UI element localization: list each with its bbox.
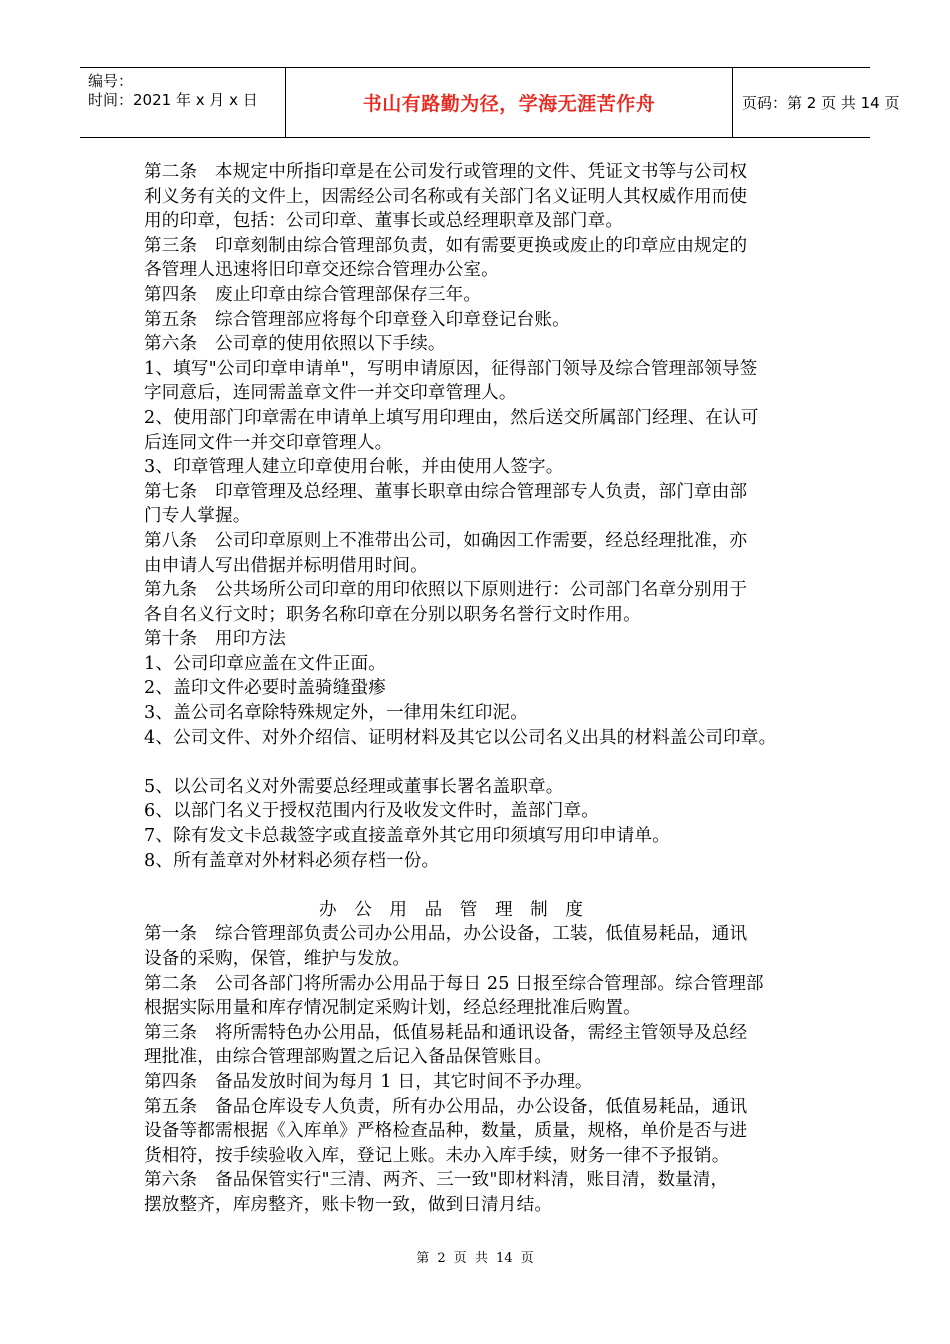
office-supplies-clauses [144,922,824,1217]
text-line: 第十条 用印方法 [144,629,286,650]
text-line: 第二条 公司各部门将所需办公用品于每日 25 日报至综合管理部。综合管理部 [144,973,764,994]
text-line: 理批准，由综合管理部购置之后记入备品保管账目。 [144,1047,553,1068]
text-line: 第八条 公司印章原则上不准带出公司，如确因工作需要，经总经理批准，亦 [144,530,748,551]
text-line: 各自名义行文时；职务名称印章在分别以职务名誉行文时作用。 [144,604,641,625]
header-page-number: 页码：第 2 页 共 14 页 [742,94,900,112]
text-line: 4、公司文件、对外介绍信、证明材料及其它以公司名义出具的材料盖公司印章。 [144,727,777,748]
text-line: 利义务有关的文件上，因需经公司名称或有关部门名义证明人其权威作用而使 [144,186,748,207]
text-line: 门专人掌握。 [144,506,251,527]
seal-usage-methods-continued [144,775,824,873]
text-line: 第七条 印章管理及总经理、董事长职章由综合管理部专人负责，部门章由部 [144,481,748,502]
text-line: 用的印章，包括：公司印章、董事长或总经理职章及部门章。 [144,211,624,232]
header-motto-cell [285,68,733,137]
text-line: 1、公司印章应盖在文件正面。 [144,653,387,674]
text-line: 摆放整齐，库房整齐，账卡物一致，做到日清月结。 [144,1194,553,1215]
text-line: 第二条 本规定中所指印章是在公司发行或管理的文件、凭证文书等与公司权 [144,162,748,182]
text-line: 货相符，按手续验收入库，登记上账。未办入库手续，财务一律不予报销。 [144,1145,730,1166]
text-line: 根据实际用量和库存情况制定采购计划，经总经理批准后购置。 [144,998,641,1019]
text-line: 第五条 备品仓库设专人负责，所有办公用品，办公设备，低值易耗品，通讯 [144,1096,748,1117]
text-line: 1、填写"公司印章申请单"，写明申请原因，征得部门领导及综合管理部领导签 [144,358,758,379]
text-line: 第三条 将所需特色办公用品，低值易耗品和通讯设备，需经主管领导及总经 [144,1022,748,1043]
text-line: 2、使用部门印章需在申请单上填写用印理由，然后送交所属部门经理、在认可 [144,407,759,428]
text-line: 2、盖印文件必要时盖骑缝蛩瘆 [144,678,387,699]
text-line: 第一条 综合管理部负责公司办公用品，办公设备，工装，低值易耗品，通讯 [144,924,748,945]
document-date-label: 时间：2021 年 x 月 x 日 [88,91,258,109]
text-line: 各管理人迅速将旧印章交还综合管理办公室。 [144,260,499,281]
header-motto: 书山有路勤为径，学海无涯苦作舟 [362,93,656,115]
text-line: 3、印章管理人建立印章使用台帐，并由使用人签字。 [144,457,564,478]
text-line: 字同意后，连同需盖章文件一并交印章管理人。 [144,383,517,404]
document-number-label: 编号： [88,72,134,90]
header-meta [88,72,258,110]
seal-regulation-clauses [144,160,824,750]
text-line: 第九条 公共场所公司印章的用印依照以下原则进行：公司部门名章分别用于 [144,580,748,601]
text-line: 设备的采购，保管，维护与发放。 [144,949,411,969]
text-line: 第四条 废止印章由综合管理部保存三年。 [144,284,482,305]
page-header [80,67,900,138]
section-title: 办 公 用 品 管 理 制 度 [319,899,583,920]
document-body [144,160,824,1218]
blank-line [144,750,824,775]
page-footer: 第 2 页 共 14 页 [416,1251,534,1266]
text-line: 由申请人写出借据并标明借用时间。 [144,555,428,576]
text-line: 8、所有盖章对外材料必须存档一份。 [144,850,440,871]
text-line: 第六条 备品保管实行"三清、两齐、三一致"即材料清，账目清，数量清， [144,1170,729,1191]
text-line: 第三条 印章刻制由综合管理部负责，如有需要更换或废止的印章应由规定的 [144,235,748,256]
text-line: 3、盖公司名章除特殊规定外，一律用朱红印泥。 [144,703,528,724]
text-line: 6、以部门名义于授权范围内行及收发文件时，盖部门章。 [144,801,599,822]
text-line: 第五条 综合管理部应将每个印章登入印章登记台账。 [144,309,570,330]
blank-line [144,873,824,898]
text-line: 第六条 公司章的使用依照以下手续。 [144,334,446,355]
text-line: 后连同文件一并交印章管理人。 [144,432,393,453]
text-line: 7、除有发文卡总裁签字或直接盖章外其它用印须填写用印申请单。 [144,826,670,847]
text-line: 5、以公司名义对外需要总经理或董事长署名盖职章。 [144,776,564,797]
text-line: 第四条 备品发放时间为每月 1 日，其它时间不予办理。 [144,1071,593,1092]
text-line: 设备等都需根据《入库单》严格检查品种，数量，质量，规格，单价是否与进 [144,1121,748,1142]
